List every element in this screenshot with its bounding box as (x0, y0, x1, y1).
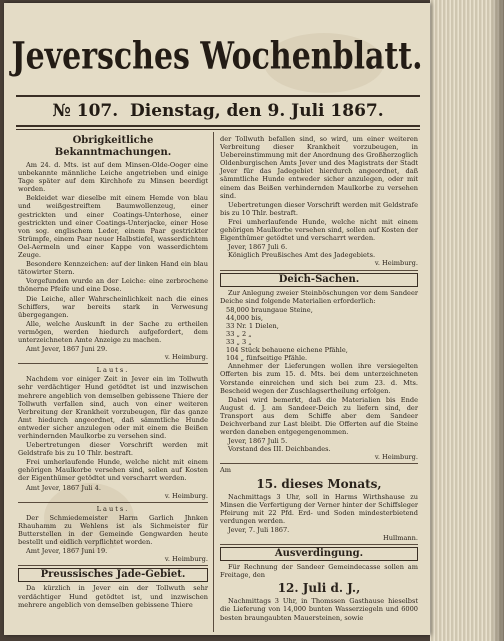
article-paragraph: Uebertretungen dieser Vorschrift werden mit Geldstrafe bis zu 10 Thlr. bestraft. (220, 200, 418, 217)
signature: v. Heimburg. (164, 491, 208, 500)
issue-rule-bottom (16, 129, 420, 130)
signature: v. Heimburg. (374, 259, 418, 268)
display-line: 12. Juli d. J., (277, 581, 361, 596)
article-paragraph: Alle, welche Auskunft in der Sache zu ertheilen vermögen, werden hiedurch aufgefordert, dem unterzeichneten Amte Anzeige zu machen. (18, 319, 208, 344)
article-paragraph: Frei umherlaufende Hunde, welche nicht mit einem gehörigen Maulkorbe versehen sind, sollen auf Kosten der Eigenthümer getödtet und verscharrt werden. (18, 458, 208, 483)
issue-date: Dienstag, den 9. Juli 1867. (130, 101, 384, 121)
material-list-item: 44,000 bis, (226, 313, 263, 322)
dateline: Jever, 1867 Juli 6. (228, 243, 288, 252)
section-heading: Obrigkeitliche Bekanntmachungen. (54, 135, 172, 158)
material-list-item: 104 „ fünfseitige Pfähle. (226, 354, 308, 363)
article-paragraph: Nachdem vor einiger Zeit in Jever ein im Tollwuth sehr verdächtiger Hund getödtet ist und inzwischen mehrere angeblich von demselben gebissene Thiere der Tollwuth verfallen sind, auch von einer weiteren Verbreitung der Krankheit vorzubeugen, für das ganze Amt hiedurch angeordnet, daß sämmtliche Hunde entweder sicher anzulegen oder mit einem die Beißen verhindernden Maulkorbe zu versehen sind. (18, 375, 208, 440)
section-divider (220, 270, 418, 271)
material-list-item: 33 Nr. 1 Dielen, (226, 321, 279, 330)
section-divider (18, 565, 208, 566)
article-paragraph: Besondere Kennzeichen: auf der linken Hand ein blau tätowirter Stern. (18, 260, 208, 277)
section-subheading: Lauts. (96, 366, 130, 375)
article-paragraph: Nachmittags 3 Uhr, soll in Harms Wirthshause zu Minsen die Verfertigung der Verner hinter der Schiffsleger Pfeirung mit 22 Pfd. Erd- und Soden mindesterbietend verdungen werden. (220, 492, 418, 525)
issue-rule-top (16, 125, 420, 127)
material-list-item: 33 „ 2 „ (226, 329, 252, 338)
dateline: Vorstand des III. Deichbandes. (228, 445, 331, 454)
signature: v. Heimburg. (164, 353, 208, 362)
article-paragraph: Bekleidet war dieselbe mit einem Hemde von blau und weißgestreiftem Baumwollenzeug, einer gestrickten und einer Coatings-Unterhose, einer gestrickten und einer Coatings-Unterjacke, einer Hose von sog. englischem Leder, einem Paar gestrickter Strümpfe, einem Paar neuer Halbstiefel, wasserdichtem Oel-Aermeln und einer Kappe von wasserdichtem Zeuge. (18, 194, 208, 260)
section-divider (18, 363, 208, 364)
article-paragraph: Frei umherlaufende Hunde, welche nicht mit einem gehörigen Maulkorbe versehen sind, sollen auf Kosten der Eigenthümer getödtet und verscharrt werden. (220, 217, 418, 243)
book-edge-shadow (490, 0, 504, 641)
display-line: 15. dieses Monats, (256, 476, 382, 491)
dateline: Amt Jever, 1867 Juni 19. (26, 547, 108, 556)
newspaper-page (4, 3, 430, 635)
section-divider (220, 544, 418, 545)
article-paragraph: Der Schmiedemeister Harm Garlich Jhnken Rhauhamm zu Wehlens ist als Sichmeister für Butterstellen in der Gemeinde Gengwarden heute bestellt und eidlich verpflichtet worden. (18, 513, 208, 547)
article-paragraph: der Tollwuth befallen sind, so wird, um einer weiteren Verbreitung dieser Krankheit vorzubeugen, in Uebereinstimmung mit der Anordnung des Großherzoglich Oldenburgischen Amts Jever und des Magistrats der Stadt Jever für das Jadegebiet hierdurch angeordnet, daß sämmtliche Hunde entweder sicher anzulegen, oder mit einem das Beißen verhindernden Maulkorbe zu versehen sind. (220, 135, 418, 200)
article-paragraph: Annehmer der Lieferungen wollen ihre versiegelten Offerten bis zum 15. d. Mts. bei dem unterzeichneten Vorstande einreichen und sich bei zum 23. d. Mts. Bescheid wegen der Zuschlagsertheilung erfolgen. (220, 362, 418, 395)
dateline: Amt Jever, 1867 Juni 29. (26, 345, 108, 354)
article-paragraph: Uebertretungen dieser Vorschrift werden mit Geldstrafe bis zu 10 Thlr. bestraft. (18, 441, 208, 458)
signature: Hullmann. (383, 534, 418, 543)
material-list (226, 306, 418, 363)
section-divider (220, 463, 418, 464)
issue-line (18, 101, 418, 121)
article-paragraph: Da kürzlich in Jever ein der Tollwuth sehr verdächtiger Hund getödtet ist, und inzwischen mehrere angeblich von demselben gebissene Thiere (18, 584, 208, 609)
column-divider (213, 132, 214, 632)
left-column (18, 135, 208, 610)
masthead-title: Jeversches Wochenblatt. (11, 34, 423, 79)
dateline: Königlich Preußisches Amt des Jadegebiets. (228, 251, 376, 260)
section-heading: Preussisches Jade-Gebiet. (18, 568, 208, 582)
section-heading: Ausverdingung. (220, 547, 418, 561)
material-list-item: 58,000 braungaue Steine, (226, 305, 313, 314)
article-paragraph: Dabei wird bemerkt, daß die Materialien bis Ende August d. J. am Sandeer-Deich zu liefern sind, der Transport aus dem Schiffe aber dem Sandeer Deichverband zur Last bleibt. Die Offerten auf die Steine werden daneben entgegengenommen. (220, 395, 418, 437)
article-paragraph: Am 24. d. Mts. ist auf dem Minsen-Olde-Ooger eine unbekannte männliche Leiche angetrieben und einige Tage später auf dem Kirchhofe zu Minsen beerdigt worden. (18, 161, 208, 194)
article-paragraph: Am (220, 466, 232, 475)
section-divider (18, 502, 208, 503)
signature: v. Heimburg. (164, 555, 208, 564)
dateline: Jever, 1867 Juli 5. (228, 437, 288, 446)
material-list-item: 104 Stück behauene eichene Pfähle, (226, 346, 348, 355)
signature: v. Heimburg. (374, 453, 418, 462)
masthead-rule (16, 95, 420, 97)
dateline: Jever, 7. Juli 1867. (228, 525, 290, 534)
article-paragraph: Nachmittags 3 Uhr, in Thomssen Gasthause hieselbst die Lieferung von 14,000 bunten Wasserziegeln und 6000 besten braungaubten Mauersteinen, sowie (220, 597, 418, 622)
article-paragraph: Zur Anlegung zweier Steinböschungen vor dem Sandeer Deiche sind folgende Materialien erforderlich: (220, 288, 418, 305)
section-subheading: Lauts. (96, 504, 130, 513)
section-heading: Deich-Sachen. (220, 273, 418, 287)
article-paragraph: Die Leiche, aller Wahrscheinlichkeit nach die eines Schiffers, war bereits stark in Verwesung übergegangen. (18, 294, 208, 319)
material-list-item: 33 „ 3 „ (226, 338, 252, 347)
issue-number: № 107. (52, 101, 119, 121)
article-paragraph: Vorgefunden wurde an der Leiche: eine zerbrochene thönerne Pfeife und eine Dose. (18, 277, 208, 294)
right-column (220, 135, 418, 623)
dateline: Amt Jever, 1867 Juli 4. (26, 483, 101, 492)
article-paragraph: Für Rechnung der Sandeer Gemeindecasse sollen am Freitage, den (220, 563, 418, 580)
